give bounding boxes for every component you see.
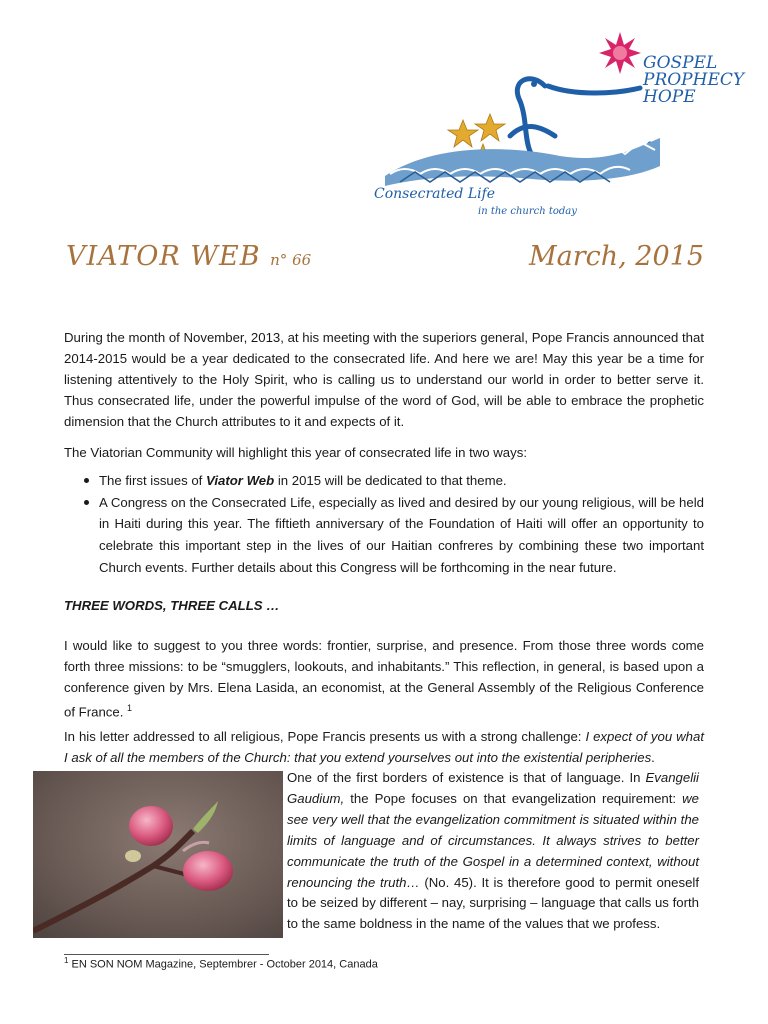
language-paragraph: One of the first borders of existence is that of language. In Evangelii Gaudium, the Pope focuses on that evangelization requirement: we see very well that the evangelization commitment is situated within the limits of language and of circumstances. It always strives to better communicate the truth of the Gospel in a determined context, without renouncing the truth… (No. 45). It is therefore good to permit oneself to be seized by different – nay, surprising – language that calls us forth to the same boldness in the name of the values that we profess. (287, 770, 699, 932)
lead-paragraph: The Viatorian Community will highlight this year of consecrated life in two ways: (64, 445, 527, 460)
logo-word-gospel: GOSPEL (643, 53, 718, 73)
wave-pattern-icon (385, 138, 660, 186)
viator-web-emphasis: Viator Web (206, 473, 275, 488)
logo-caption-line2: in the church today (478, 206, 577, 217)
dove-eye-icon (531, 81, 537, 87)
newsletter-title (66, 241, 311, 272)
footnote-number: 1 (64, 956, 69, 965)
challenge-paragraph: In his letter addressed to all religious, Pope Francis presents us with a strong challenge: I expect of you what I ask of all the members of the Church: that you extend yourselves out into the existential peripheries. (64, 729, 704, 765)
logo-caption-line1: Consecrated Life (374, 186, 496, 202)
logo-word-prophecy: PROPHECY (643, 70, 745, 90)
issue-number: n° 66 (270, 251, 312, 269)
list-item: The first issues of Viator Web in 2015 will be dedicated to that theme. (64, 470, 704, 492)
evangelii-gaudium-title: Evangelii Gaudium, (287, 770, 699, 806)
intro-paragraph: During the month of November, 2013, at his meeting with the superiors general, Pope Francis announced that 2014-2015 would be a year dedicated to the consecrated life. And here we are! May this year be a time for listening attentively to the Holy Spirit, who is calling us to understand our world in order to better serve it. Thus consecrated life, under the powerful impulse of the word of God, will be able to embrace the prophetic dimension that the Church attributes to it and expects of it. (64, 330, 704, 429)
footnote-text: EN SON NOM Magazine, Septembrer - October 2014, Canada (68, 958, 378, 971)
issue-date: March, 2015 (528, 241, 704, 272)
red-star-icon (599, 32, 641, 74)
footnote (64, 956, 378, 971)
list-item: A Congress on the Consecrated Life, especially as lived and desired by our young religious, will be held in Haiti during this year. The fiftieth anniversary of the Foundation of Haiti will offer an opportunity to celebrate this important step in the lives of our Haitian confreres by combining these two important Church events. Further details about this Congress will be forthcoming in the near future. (64, 492, 704, 579)
blossom-photo (33, 771, 283, 938)
two-ways-list (64, 470, 704, 579)
quote-emphasis: I expect of you what I ask of all the members of the Church: that you extend yourselves out into the existential peripheries (64, 729, 704, 765)
newsletter-name: VIATOR WEB (66, 241, 261, 272)
section-heading: THREE WORDS, THREE CALLS … (64, 598, 280, 613)
gospel-prophecy-hope-logo (360, 26, 750, 226)
gospel-quote: we see very well that the evangelization commitment is situated within the limits of language and of circumstances. It always strives to better communicate the truth of the Gospel in a determined context, without renouncing the truth… (287, 790, 699, 890)
logo-word-hope: HOPE (643, 87, 696, 107)
footnote-divider (64, 954, 269, 955)
three-words-paragraph: I would like to suggest to you three words: frontier, surprise, and presence. From those three words come forth three missions: to be “smugglers, lookouts, and inhabitants.” This reflection, in general, is based upon a conference given by Mrs. Elena Lasida, an economist, at the General Assembly of the Religious Conference of France. $^1$ (64, 638, 704, 720)
footnote-ref: 1 (127, 703, 133, 713)
